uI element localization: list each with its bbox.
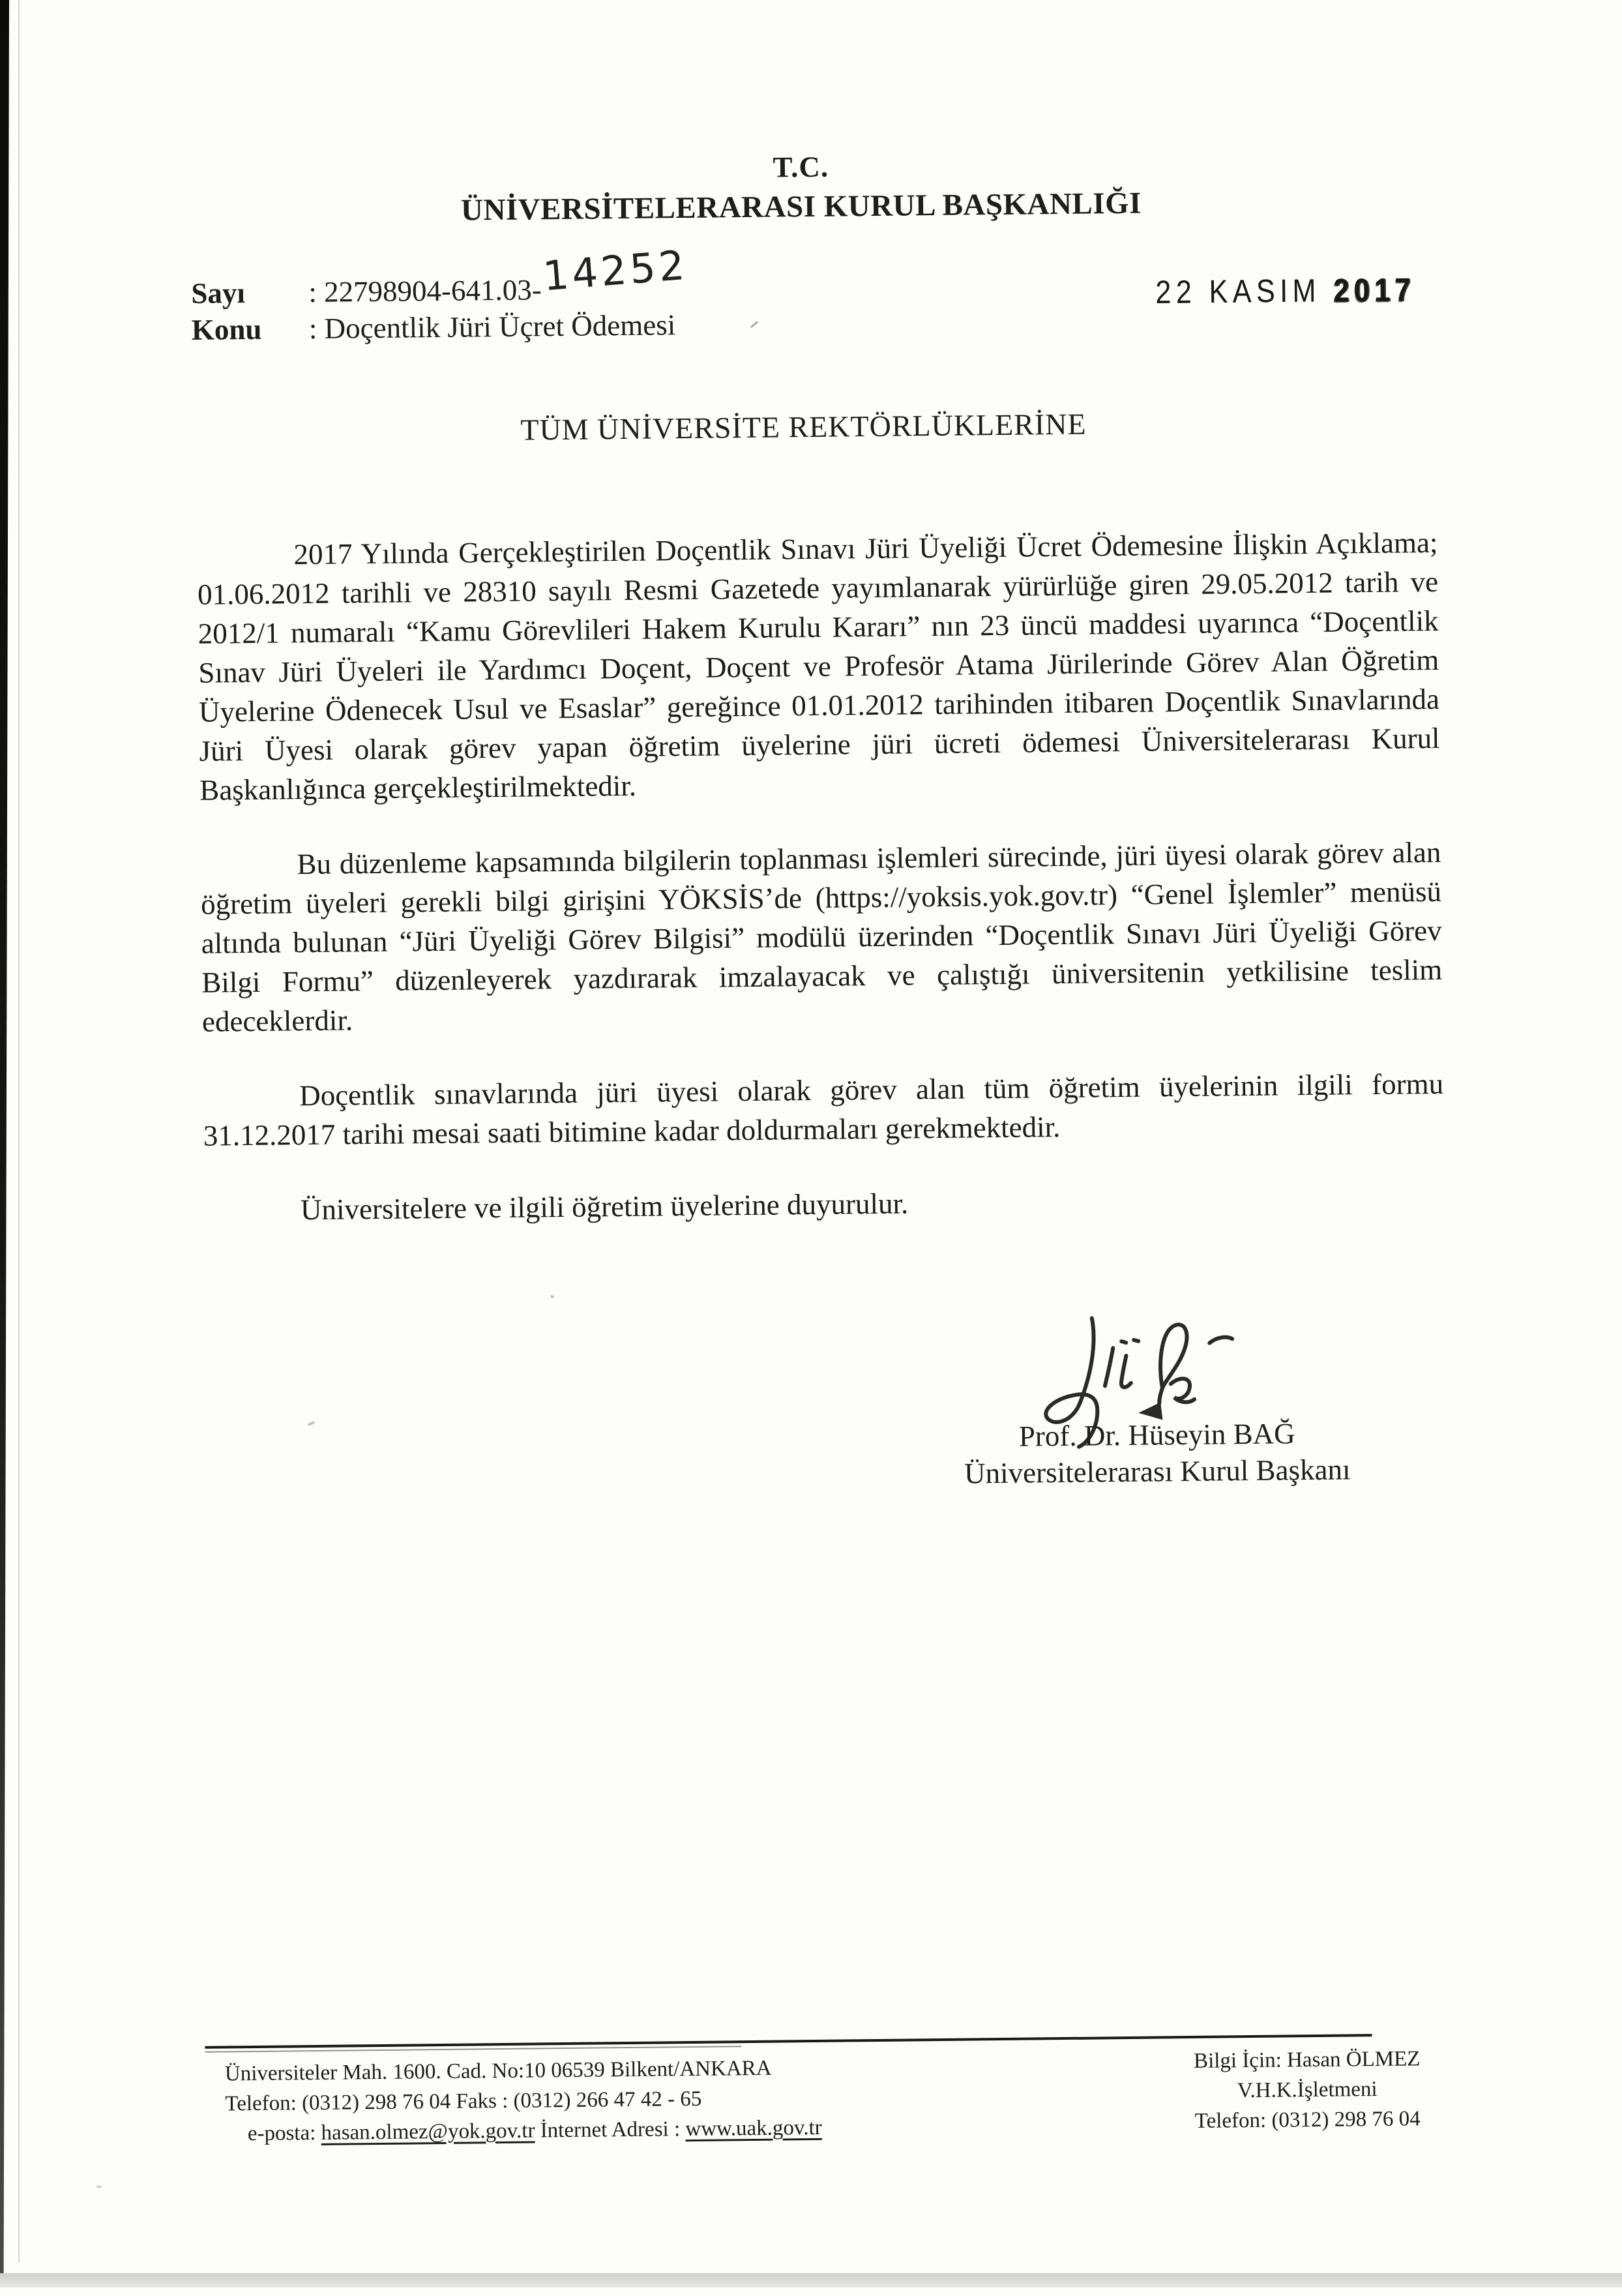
letterhead [0,139,1612,235]
signer-title: Üniversitelerarası Kurul Başkanı [964,1453,1351,1490]
sayi-row [191,241,690,312]
sayi-handwritten-number: 14252 [541,241,690,301]
paragraph-4: Üniversitelere ve ilgili öğretim üyelerine duyurulur. [300,1187,909,1227]
footer-website-link: www.uak.gov.tr [685,2115,822,2141]
republic-heading: T.C. [773,150,829,184]
signature-block [941,1309,1371,1490]
organization-heading: ÜNİVERSİTELERARASI KURUL BAŞKANLIĞI [460,186,1142,228]
footer-email-label: e-posta: [247,2121,316,2146]
sayi-value: : 22798904-641.03- [308,273,542,308]
scan-bottom-edge [0,2273,1622,2288]
date-stamp-year: 2017 [1333,271,1416,308]
meta-block [191,241,691,348]
footer-contact-name: Bilgi İçin: Hasan ÖLMEZ [1193,2047,1421,2073]
scan-speck [96,2186,102,2188]
scan-edge-line [18,0,20,2263]
paragraph-2: Bu düzenleme kapsamında bilgilerin toplanması işlemleri sürecinde, jüri üyesi olarak görev alan öğretim üyeleri gerekli bilgi girişini YÖKSİS’de (https://yoksis.yok.gov.tr) “Genel İşlemler” menüsü altında bulunan “Jüri Üyeliği Görev Bilgisi” modülü üzerinden “Doçentlik Sınavı Jüri Üyeliği Görev Bilgi Formu” düzenleyerek yazdırarak imzalayacak ve çalıştığı üniversitenin yetkilisine teslim edeceklerdir. [200,835,1443,1038]
footer-address-block [225,2052,877,2149]
footer-email-link: hasan.olmez@yok.gov.tr [321,2119,535,2145]
paragraph-1: 2017 Yılında Gerçekleştirilen Doçentlik Sınavı Jüri Üyeliği Ücret Ödemesine İlişkin Açıklama; 01.06.2012 tarihli ve 28310 sayılı Resmi Gazetede yayımlanarak yürürlüğe giren 29.05.2012 tarih ve 2012/1 numaralı “Kamu Görevlileri Hakem Kurulu Kararı” nın 23 üncü maddesi uyarınca “Doçentlik Sınav Jüri Üyeleri ile Yardımcı Doçent, Doçent ve Profesör Atama Jürilerinde Görev Alan Öğretim Üyelerine Ödenecek Usul ve Esaslar” gereğince 01.01.2012 tarihinden itibaren Doçentlik Sınavlarında Jüri Üyesi olarak görev yapan öğretim üyelerine jüri ücreti ödemesi Üniversitelerarası Kurul Başkanlığınca gerçekleştirilmektedir. [197,526,1440,807]
date-stamp-day-month: 22 KASIM [1155,271,1321,310]
footer-contact-line [226,2112,877,2149]
konu-value: : Doçentlik Jüri Üçret Ödemesi [308,308,676,345]
recipient-heading: TÜM ÜNİVERSİTE REKTÖRLÜKLERİNE [520,407,1087,447]
footer-address: Üniversiteler Mah. 1600. Cad. No:10 06539 Bilkent/ANKARA [224,2056,772,2086]
signer-name: Prof. Dr. Hüseyin BAĞ [1018,1417,1295,1453]
konu-row [192,306,691,348]
scan-speck [550,1295,554,1298]
sayi-label: Sayı [191,276,246,310]
footer-web-label: İnternet Adresi : [540,2117,681,2143]
letter-body [197,523,1445,1266]
konu-label: Konu [191,312,262,346]
footer-contact-phone: Telefon: (0312) 298 76 04 [1194,2107,1421,2133]
footer-phone-fax: Telefon: (0312) 298 76 04 Faks : (0312) 266 47 42 - 65 [225,2087,702,2116]
paragraph-3: Doçentlik sınavlarında jüri üyesi olarak görev alan tüm öğretim üyelerinin ilgili formu 31.12.2017 tarihi mesai saati bitimine kadar doldurmaları gerekmektedir. [203,1067,1444,1152]
date-stamp [1155,270,1415,310]
footer-contact-title: V.H.K.İşletmeni [1237,2077,1378,2103]
footer-contact-block [1164,2044,1451,2137]
